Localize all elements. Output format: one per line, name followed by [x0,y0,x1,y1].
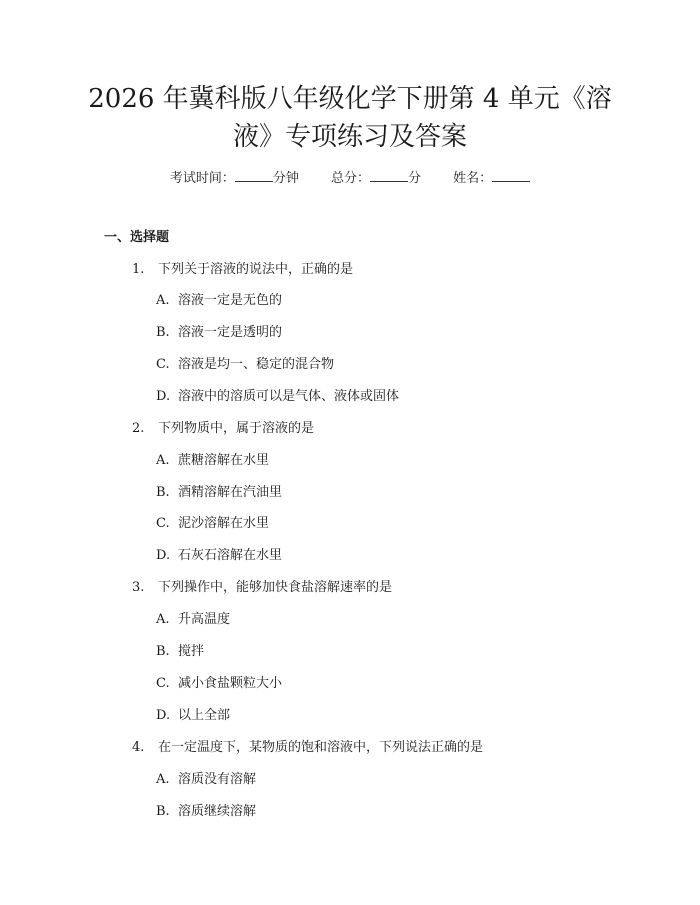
student-name-field [453,169,530,188]
exam-time-label: 考试时间： [169,171,235,186]
option-letter: D. [156,389,171,404]
question-4 [132,739,483,757]
option-text: 溶质继续溶解 [178,804,257,819]
option-letter: B. [156,804,170,819]
option-3c [156,675,282,693]
option-letter: B. [156,485,170,500]
option-letter: D. [156,708,171,723]
option-3a [156,611,230,629]
student-name-blank [492,169,530,182]
option-text: 泥沙溶解在水里 [178,516,270,531]
option-text: 减小食盐颗粒大小 [178,676,283,691]
option-2a [156,452,269,470]
option-1c [156,356,334,374]
question-text: 在一定温度下，某物质的饱和溶液中，下列说法正确的是 [158,740,484,755]
exam-info-bar [0,169,700,188]
option-2c [156,515,269,533]
option-text: 溶液中的溶质可以是气体、液体或固体 [178,389,400,404]
option-letter: D. [156,548,171,563]
option-text: 以上全部 [178,708,231,723]
question-number: 1. [132,262,145,277]
option-1a [156,292,282,310]
option-letter: B. [156,325,170,340]
exam-time-field [170,169,299,188]
question-2 [132,420,314,438]
question-number: 2. [132,421,145,436]
option-letter: C. [156,676,170,691]
total-score-unit: 分 [408,171,422,186]
question-3 [132,579,392,597]
total-score-field [331,169,421,188]
title-line-2: 液》专项练习及答案 [232,122,467,152]
option-letter: A. [156,453,170,468]
question-number: 4. [132,740,145,755]
option-text: 溶液是均一、稳定的混合物 [178,357,335,372]
question-number: 3. [132,580,145,595]
option-3d [156,707,230,725]
option-letter: A. [156,293,170,308]
total-score-label: 总分： [330,171,370,186]
section-heading: 一、选择题 [104,230,170,245]
option-3b [156,643,204,661]
total-score-blank [370,169,408,182]
option-4b [156,803,256,821]
option-1b [156,324,282,342]
question-1 [132,261,353,279]
exam-time-unit: 分钟 [272,171,299,186]
question-text: 下列操作中，能够加快食盐溶解速率的是 [158,580,393,595]
option-text: 蔗糖溶解在水里 [178,453,270,468]
option-1d [156,388,399,406]
exam-time-blank [235,169,273,182]
option-text: 酒精溶解在汽油里 [178,485,283,500]
question-text: 下列关于溶液的说法中，正确的是 [158,262,354,277]
document-title [60,80,640,156]
option-letter: C. [156,516,170,531]
title-line-1: 2026 年冀科版八年级化学下册第 4 单元《溶 [88,84,612,114]
option-text: 溶液一定是无色的 [178,293,283,308]
option-letter: A. [156,612,170,627]
student-name-label: 姓名： [453,171,493,186]
option-2b [156,484,282,502]
option-text: 石灰石溶解在水里 [178,548,283,563]
question-text: 下列物质中，属于溶液的是 [158,421,315,436]
option-2d [156,547,282,565]
option-4a [156,771,256,789]
option-letter: C. [156,357,170,372]
option-text: 升高温度 [178,612,231,627]
option-text: 溶液一定是透明的 [178,325,283,340]
option-letter: B. [156,644,170,659]
option-text: 溶质没有溶解 [178,772,257,787]
option-letter: A. [156,772,170,787]
option-text: 搅拌 [178,644,205,659]
